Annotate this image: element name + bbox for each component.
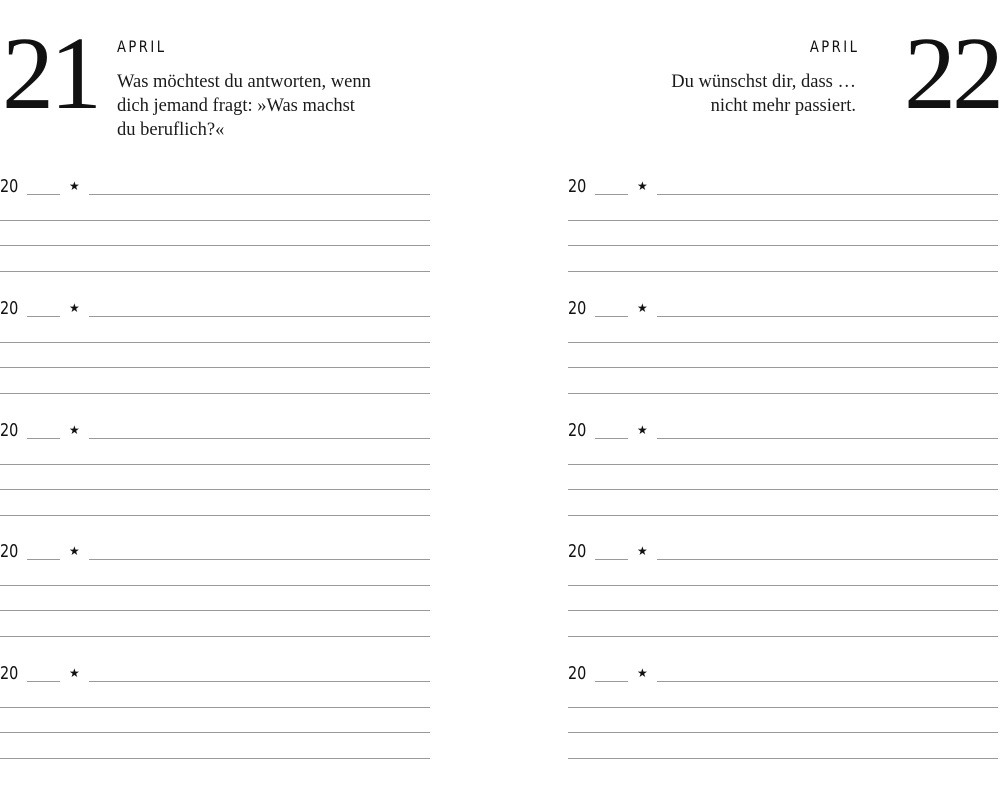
- daily-question: [117, 70, 422, 142]
- writing-line[interactable]: [657, 681, 998, 682]
- right-page: [568, 0, 998, 800]
- year-entry: [0, 420, 430, 510]
- left-page: [0, 0, 430, 800]
- writing-line[interactable]: [0, 732, 430, 733]
- star-icon: ★: [69, 423, 80, 437]
- question-line: Du wünschst dir, dass …: [671, 72, 856, 92]
- star-icon: ★: [637, 179, 648, 193]
- writing-line[interactable]: [0, 636, 430, 637]
- writing-line[interactable]: [568, 707, 998, 708]
- writing-line[interactable]: [568, 245, 998, 246]
- writing-line[interactable]: [0, 610, 430, 611]
- writing-line[interactable]: [568, 271, 998, 272]
- question-line: du beruflich?«: [117, 120, 225, 140]
- year-prefix: 20: [568, 541, 587, 562]
- writing-line[interactable]: [0, 220, 430, 221]
- year-entry: [568, 298, 998, 388]
- writing-line[interactable]: [0, 464, 430, 465]
- writing-line[interactable]: [657, 438, 998, 439]
- writing-line[interactable]: [0, 342, 430, 343]
- year-prefix: 20: [0, 298, 19, 319]
- year-prefix: 20: [568, 298, 587, 319]
- star-icon: ★: [69, 666, 80, 680]
- day-number: 22: [904, 16, 1000, 131]
- year-blank-line[interactable]: [595, 681, 628, 682]
- writing-line[interactable]: [0, 367, 430, 368]
- year-entry: [568, 541, 998, 631]
- writing-line[interactable]: [0, 393, 430, 394]
- star-icon: ★: [69, 301, 80, 315]
- year-blank-line[interactable]: [595, 316, 628, 317]
- writing-line[interactable]: [568, 732, 998, 733]
- year-blank-line[interactable]: [27, 194, 60, 195]
- year-blank-line[interactable]: [27, 559, 60, 560]
- writing-line[interactable]: [89, 681, 430, 682]
- star-icon: ★: [637, 666, 648, 680]
- month-label: APRIL: [809, 37, 859, 56]
- year-prefix: 20: [568, 663, 587, 684]
- year-entry: [0, 298, 430, 388]
- writing-line[interactable]: [657, 316, 998, 317]
- year-entry: [0, 541, 430, 631]
- writing-line[interactable]: [568, 515, 998, 516]
- year-blank-line[interactable]: [595, 438, 628, 439]
- writing-line[interactable]: [568, 220, 998, 221]
- writing-line[interactable]: [568, 585, 998, 586]
- year-prefix: 20: [0, 420, 19, 441]
- writing-line[interactable]: [0, 585, 430, 586]
- writing-line[interactable]: [568, 610, 998, 611]
- writing-line[interactable]: [0, 271, 430, 272]
- writing-line[interactable]: [568, 367, 998, 368]
- year-prefix: 20: [0, 541, 19, 562]
- year-entry: [568, 420, 998, 510]
- writing-line[interactable]: [657, 194, 998, 195]
- writing-line[interactable]: [568, 489, 998, 490]
- year-prefix: 20: [568, 420, 587, 441]
- year-prefix: 20: [0, 176, 19, 197]
- year-blank-line[interactable]: [27, 681, 60, 682]
- writing-line[interactable]: [0, 245, 430, 246]
- year-blank-line[interactable]: [27, 316, 60, 317]
- writing-line[interactable]: [0, 707, 430, 708]
- star-icon: ★: [637, 301, 648, 315]
- year-prefix: 20: [568, 176, 587, 197]
- star-icon: ★: [637, 423, 648, 437]
- question-line: Was möchtest du antworten, wenn: [117, 72, 371, 92]
- writing-line[interactable]: [568, 758, 998, 759]
- question-line: nicht mehr passiert.: [710, 96, 856, 116]
- writing-line[interactable]: [0, 515, 430, 516]
- writing-line[interactable]: [0, 758, 430, 759]
- year-blank-line[interactable]: [27, 438, 60, 439]
- year-entry: [568, 663, 998, 753]
- writing-line[interactable]: [568, 636, 998, 637]
- year-entry: [0, 176, 430, 266]
- year-blank-line[interactable]: [595, 194, 628, 195]
- writing-line[interactable]: [89, 438, 430, 439]
- writing-line[interactable]: [657, 559, 998, 560]
- year-entry: [0, 663, 430, 753]
- year-prefix: 20: [0, 663, 19, 684]
- writing-line[interactable]: [89, 316, 430, 317]
- writing-line[interactable]: [568, 393, 998, 394]
- writing-line[interactable]: [0, 489, 430, 490]
- writing-line[interactable]: [568, 342, 998, 343]
- writing-line[interactable]: [89, 194, 430, 195]
- daily-question: [596, 70, 856, 118]
- month-label: APRIL: [117, 37, 167, 56]
- star-icon: ★: [637, 544, 648, 558]
- writing-line[interactable]: [89, 559, 430, 560]
- year-blank-line[interactable]: [595, 559, 628, 560]
- star-icon: ★: [69, 179, 80, 193]
- year-entry: [568, 176, 998, 266]
- question-line: dich jemand fragt: »Was machst: [117, 96, 355, 116]
- day-number: 21: [2, 16, 98, 131]
- star-icon: ★: [69, 544, 80, 558]
- writing-line[interactable]: [568, 464, 998, 465]
